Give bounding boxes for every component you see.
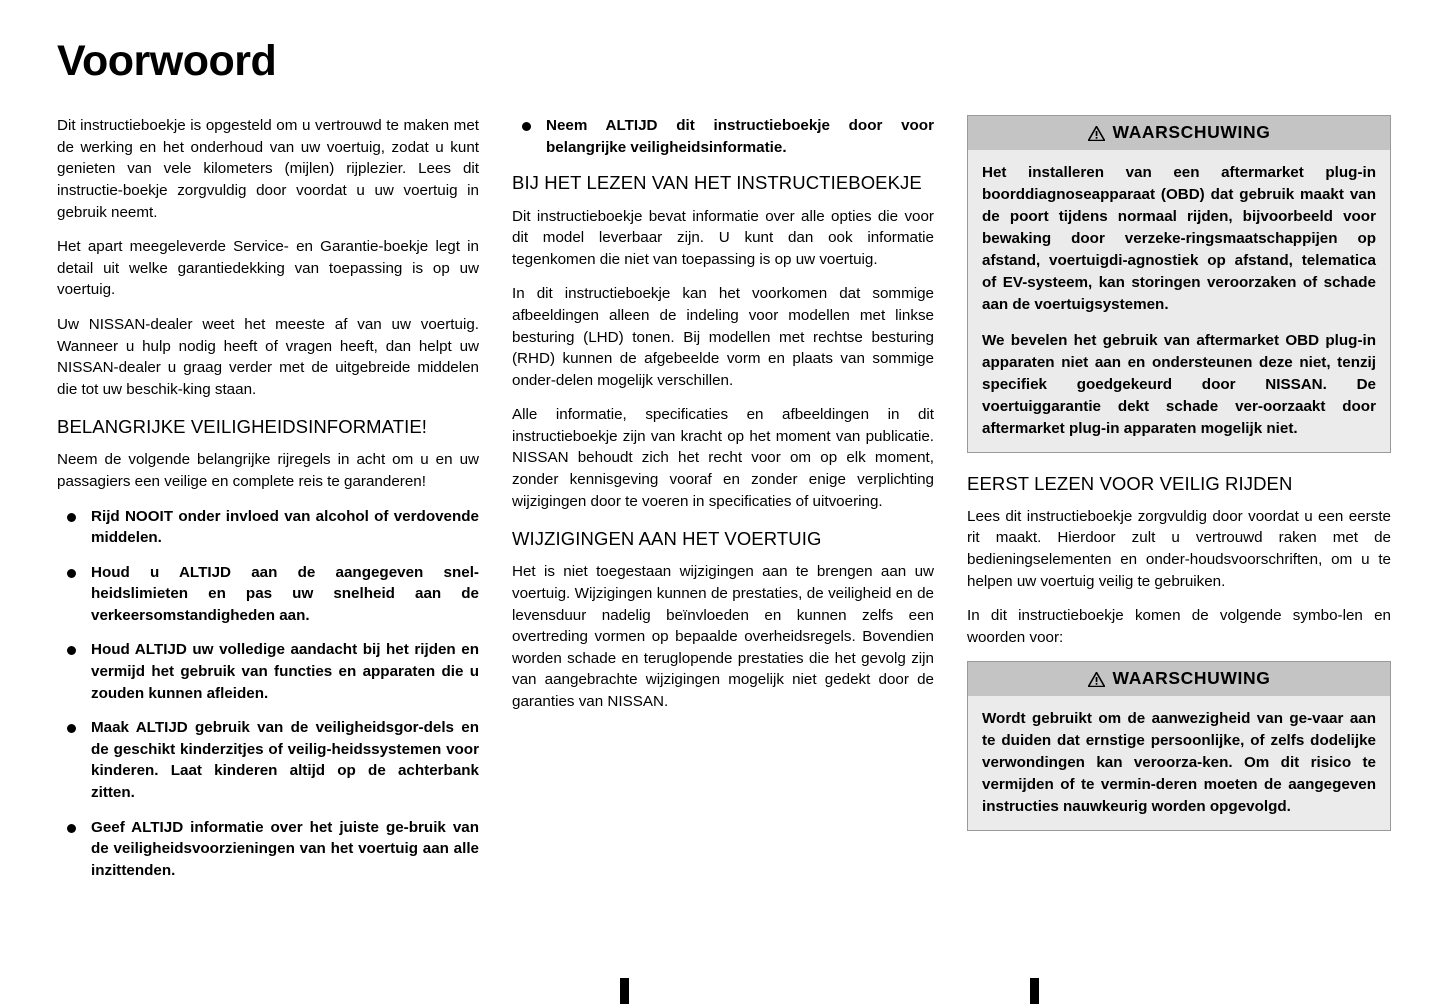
registration-mark: [1030, 978, 1039, 1004]
list-item: Geef ALTIJD informatie over het juiste ge-bruik van de veiligheidsvoorzieningen van het voertuig aan alle inzittenden.: [57, 817, 479, 882]
page-title: Voorwoord: [57, 37, 277, 85]
warning-box-obd: [967, 115, 1391, 452]
page-registration-marks: [0, 974, 1445, 1004]
paragraph: Lees dit instructieboekje zorgvuldig door voordat u een eerste rit maakt. Hierdoor zult u vertrouwd raken met de bedieningselementen en onder-houdsvoorschriften, om u te helpen uw voertuig veilig te gebruiken.: [967, 507, 1391, 590]
warning-label: WAARSCHUWING: [1112, 122, 1271, 143]
list-item: Maak ALTIJD gebruik van de veiligheidsgor-dels en de geschikt kinderzitjes of veilig-heidssystemen voor kinderen. Laat kinderen altijd op de achterbank zitten.: [57, 717, 479, 803]
safety-rules-list: [57, 506, 479, 882]
warning-triangle-icon: [1088, 125, 1105, 140]
column-two: [512, 115, 934, 725]
section-heading-reading-manual: BIJ HET LEZEN VAN HET INSTRUCTIEBOEKJE: [512, 172, 922, 194]
warning-triangle-icon: [1088, 671, 1105, 686]
columns-layout: [57, 115, 1390, 894]
paragraph: Dit instructieboekje bevat informatie over alle opties die voor dit model leverbaar zijn. U kunt dan ook informatie tegenkomen die niet van toepassing is op uw voertuig.: [512, 207, 934, 268]
section-heading-vehicle-modifications: WIJZIGINGEN AAN HET VOERTUIG: [512, 528, 822, 550]
paragraph: Het is niet toegestaan wijzigingen aan te brengen aan uw voertuig. Wijzigingen kunnen de prestaties, de veiligheid en de levensduur nadelig beïnvloeden en kunnen zelfs een overtreding vormen op bepaalde overheidsregels. Bovendien worden schade en teruglopende prestaties die het gevolg zijn van aangebrachte wijzigingen mogelijk niet gedekt door de garanties van NISSAN.: [512, 563, 934, 710]
paragraph: Het installeren van een aftermarket plug-in boorddiagnoseapparaat (OBD) dat gebruik maakt van de poort tijdens normaal rijden, bijvoorbeeld voor bewaking door verzeke-ringsmaatschappijen op afstand, voertuigdi-agnostiek op afstand, telematica of EV-systeem, kan storingen veroorzaken of schade aan de voertuigsystemen.: [982, 164, 1376, 314]
warning-label: WAARSCHUWING: [1112, 668, 1271, 689]
warning-header: [968, 662, 1390, 696]
paragraph: Het apart meegeleverde Service- en Garantie-boekje legt in detail uit welke garantiedekking van toepassing is op uw voertuig.: [57, 238, 479, 299]
list-item: Houd u ALTIJD aan de aangegeven snel-heidslimieten en pas uw snelheid aan de verkeersomstandigheden aan.: [57, 562, 479, 627]
lead-bullet-list: [512, 115, 934, 158]
warning-body: [968, 150, 1390, 451]
warning-header: [968, 116, 1390, 150]
list-item: Houd ALTIJD uw volledige aandacht bij het rijden en vermijd het gebruik van functies en apparaten die u zouden kunnen afleiden.: [57, 639, 479, 704]
warning-body: [968, 696, 1390, 830]
column-one: [57, 115, 479, 894]
paragraph: Neem de volgende belangrijke rijregels in acht om u en uw passagiers een veilige en complete reis te garanderen!: [57, 451, 479, 490]
warning-box-symbol: [967, 661, 1391, 831]
paragraph: Uw NISSAN-dealer weet het meeste af van uw voertuig. Wanneer u hulp nodig heeft of vragen heeft, dan helpt uw NISSAN-dealer u graag verder met de uitgebreide middelen die tot uw beschik-king staan.: [57, 315, 479, 398]
paragraph: In dit instructieboekje kan het voorkomen dat sommige afbeeldingen alleen de indeling voor modellen met linkse besturing (LHD) tonen. Bij modellen met rechtse besturing (RHD) kunnen de afgebeelde vorm en plaats van sommige onder-delen mogelijk verschillen.: [512, 285, 934, 389]
list-item: Neem ALTIJD dit instructieboekje door voor belangrijke veiligheidsinformatie.: [512, 115, 934, 158]
paragraph: In dit instructieboekje komen de volgende symbo-len en woorden voor:: [967, 607, 1391, 646]
registration-mark: [620, 978, 629, 1004]
paragraph: We bevelen het gebruik van aftermarket OBD plug-in apparaten niet aan en ondersteunen deze niet, tenzij specifiek goedgekeurd door NISSAN. De voertuiggarantie dekt schade ver-oorzaakt door aftermarket plug-in apparaten mogelijk niet.: [982, 331, 1376, 437]
paragraph: Dit instructieboekje is opgesteld om u vertrouwd te maken met de werking en het onderhoud van uw voertuig, zodat u kunt genieten van vele kilometers (mijlen) rijplezier. Lees dit instructie-boekje zorgvuldig door voordat u uw voertuig in gebruik neemt.: [57, 117, 479, 221]
column-three: [967, 115, 1391, 851]
paragraph: Wordt gebruikt om de aanwezigheid van ge-vaar aan te duiden dat ernstige persoonlijke, of zelfs dodelijke verwondingen kan veroorza-ken. Om dit risico te vermijden of te vermin-deren moeten de aangegeven instructies nauwkeurig worden opgevolgd.: [982, 710, 1376, 816]
section-heading-read-first: EERST LEZEN VOOR VEILIG RIJDEN: [967, 472, 1293, 494]
list-item: Rijd NOOIT onder invloed van alcohol of verdovende middelen.: [57, 506, 479, 549]
section-heading-safety-info: BELANGRIJKE VEILIGHEIDSINFORMATIE!: [57, 416, 428, 438]
paragraph: Alle informatie, specificaties en afbeeldingen in dit instructieboekje zijn van kracht op het moment van publicatie. NISSAN behoudt zich het recht voor om op elk moment, zonder kennisgeving vooraf en zonder enige verplichting wijzigingen door te voeren in specificaties of uitvoering.: [512, 406, 934, 510]
